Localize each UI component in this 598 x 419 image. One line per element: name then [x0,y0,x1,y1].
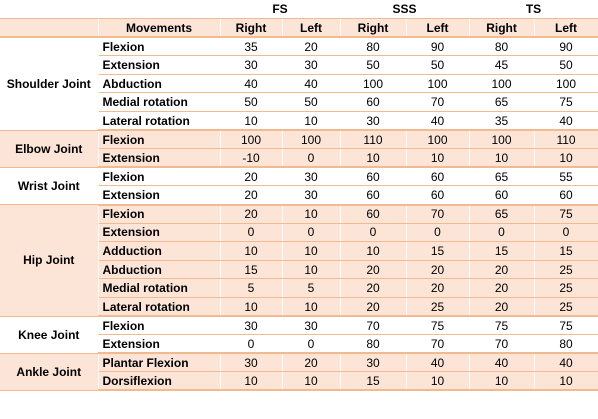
joint-name: Shoulder Joint [0,37,98,130]
movement-name: Lateral rotation [98,298,220,317]
value-cell: 70 [406,205,469,224]
value-cell: 40 [534,353,598,372]
joint-name: Hip Joint [0,205,98,317]
value-cell: 10 [220,112,282,131]
value-cell: 0 [282,223,340,242]
value-cell: 60 [406,167,469,186]
value-cell: 40 [282,74,340,93]
value-cell: 30 [220,316,282,335]
group-header-ts: TS [469,0,598,19]
value-cell: 40 [220,74,282,93]
value-cell: 70 [469,335,534,354]
value-cell: 15 [534,242,598,261]
value-cell: 30 [220,56,282,75]
value-cell: 50 [406,56,469,75]
value-cell: 20 [340,260,406,279]
movement-name: Extension [98,223,220,242]
side-header: Right [469,19,534,38]
movement-name: Extension [98,56,220,75]
table-row [0,167,598,186]
value-cell: 20 [220,205,282,224]
value-cell: 90 [534,37,598,56]
value-cell: 0 [282,335,340,354]
value-cell: 40 [406,112,469,131]
value-cell: 65 [469,205,534,224]
value-cell: 45 [469,56,534,75]
value-cell: 80 [469,37,534,56]
value-cell: 60 [340,186,406,205]
value-cell: 65 [469,93,534,112]
side-header: Left [406,19,469,38]
value-cell: 10 [340,242,406,261]
movement-name: Abduction [98,260,220,279]
movement-name: Flexion [98,167,220,186]
value-cell: -10 [220,149,282,168]
value-cell: 0 [220,335,282,354]
movement-name: Flexion [98,37,220,56]
joint-name: Ankle Joint [0,353,98,390]
value-cell: 20 [469,298,534,317]
movement-name: Flexion [98,205,220,224]
value-cell: 10 [469,149,534,168]
value-cell: 60 [469,186,534,205]
movement-name: Abduction [98,74,220,93]
corner-cell [0,0,98,19]
value-cell: 10 [220,298,282,317]
value-cell: 10 [534,372,598,391]
value-cell: 40 [534,112,598,131]
value-cell: 15 [406,242,469,261]
value-cell: 75 [534,93,598,112]
movement-name: Extension [98,186,220,205]
value-cell: 100 [534,74,598,93]
table-row [0,205,598,224]
value-cell: 25 [534,298,598,317]
value-cell: 80 [340,37,406,56]
value-cell: 60 [340,167,406,186]
value-cell: 10 [282,242,340,261]
value-cell: 10 [469,372,534,391]
value-cell: 60 [534,186,598,205]
table-row [0,130,598,149]
value-cell: 110 [340,130,406,149]
value-cell: 5 [282,279,340,298]
value-cell: 10 [220,242,282,261]
group-header-fs: FS [220,0,340,19]
value-cell: 10 [534,149,598,168]
value-cell: 20 [220,167,282,186]
value-cell: 60 [406,186,469,205]
value-cell: 0 [406,223,469,242]
side-header: Right [220,19,282,38]
value-cell: 25 [534,279,598,298]
value-cell: 0 [220,223,282,242]
value-cell: 15 [220,260,282,279]
value-cell: 75 [469,316,534,335]
value-cell: 20 [282,37,340,56]
value-cell: 5 [220,279,282,298]
value-cell: 20 [282,353,340,372]
table-row [0,353,598,372]
value-cell: 30 [282,167,340,186]
movement-name: Flexion [98,130,220,149]
value-cell: 15 [469,242,534,261]
value-cell: 35 [469,112,534,131]
value-cell: 80 [340,335,406,354]
side-header-row [0,19,598,38]
value-cell: 90 [406,37,469,56]
value-cell: 10 [282,372,340,391]
value-cell: 100 [469,74,534,93]
movement-name: Lateral rotation [98,112,220,131]
value-cell: 75 [406,316,469,335]
value-cell: 10 [282,298,340,317]
value-cell: 100 [282,130,340,149]
side-header: Left [282,19,340,38]
value-cell: 10 [406,149,469,168]
value-cell: 70 [406,335,469,354]
value-cell: 10 [220,372,282,391]
side-header: Right [340,19,406,38]
value-cell: 20 [406,279,469,298]
side-header: Left [534,19,598,38]
value-cell: 10 [282,260,340,279]
value-cell: 30 [340,112,406,131]
group-header-sss: SSS [340,0,469,19]
joint-name: Wrist Joint [0,167,98,204]
movement-name: Plantar Flexion [98,353,220,372]
value-cell: 10 [340,149,406,168]
value-cell: 20 [406,260,469,279]
movement-name: Adduction [98,242,220,261]
value-cell: 20 [220,186,282,205]
value-cell: 100 [406,74,469,93]
value-cell: 20 [469,260,534,279]
value-cell: 10 [282,112,340,131]
value-cell: 70 [406,93,469,112]
value-cell: 60 [340,205,406,224]
value-cell: 25 [406,298,469,317]
value-cell: 50 [340,56,406,75]
value-cell: 40 [469,353,534,372]
value-cell: 55 [534,167,598,186]
group-header-row [0,0,598,19]
value-cell: 30 [282,186,340,205]
value-cell: 40 [406,353,469,372]
value-cell: 10 [406,372,469,391]
joint-header-cell [0,19,98,38]
joint-name: Elbow Joint [0,130,98,167]
movement-name: Medial rotation [98,93,220,112]
value-cell: 10 [282,205,340,224]
value-cell: 30 [282,56,340,75]
value-cell: 100 [406,130,469,149]
value-cell: 100 [469,130,534,149]
value-cell: 35 [220,37,282,56]
value-cell: 0 [282,149,340,168]
value-cell: 50 [282,93,340,112]
value-cell: 100 [340,74,406,93]
movement-name: Medial rotation [98,279,220,298]
value-cell: 110 [534,130,598,149]
value-cell: 20 [340,279,406,298]
value-cell: 30 [340,353,406,372]
value-cell: 20 [340,298,406,317]
value-cell: 65 [469,167,534,186]
value-cell: 70 [340,316,406,335]
value-cell: 60 [340,93,406,112]
value-cell: 25 [534,260,598,279]
movements-header: Movements [98,19,220,38]
movement-name: Extension [98,335,220,354]
value-cell: 0 [534,223,598,242]
movement-name: Extension [98,149,220,168]
table-body [0,37,598,390]
value-cell: 75 [534,316,598,335]
value-cell: 0 [340,223,406,242]
corner-cell-2 [98,0,220,19]
movement-name: Dorsiflexion [98,372,220,391]
value-cell: 100 [220,130,282,149]
value-cell: 75 [534,205,598,224]
value-cell: 0 [469,223,534,242]
table-row [0,37,598,56]
value-cell: 50 [534,56,598,75]
value-cell: 15 [340,372,406,391]
value-cell: 30 [282,316,340,335]
value-cell: 80 [534,335,598,354]
value-cell: 50 [220,93,282,112]
table-row [0,316,598,335]
value-cell: 30 [220,353,282,372]
joint-name: Knee Joint [0,316,98,353]
value-cell: 20 [469,279,534,298]
movement-name: Flexion [98,316,220,335]
